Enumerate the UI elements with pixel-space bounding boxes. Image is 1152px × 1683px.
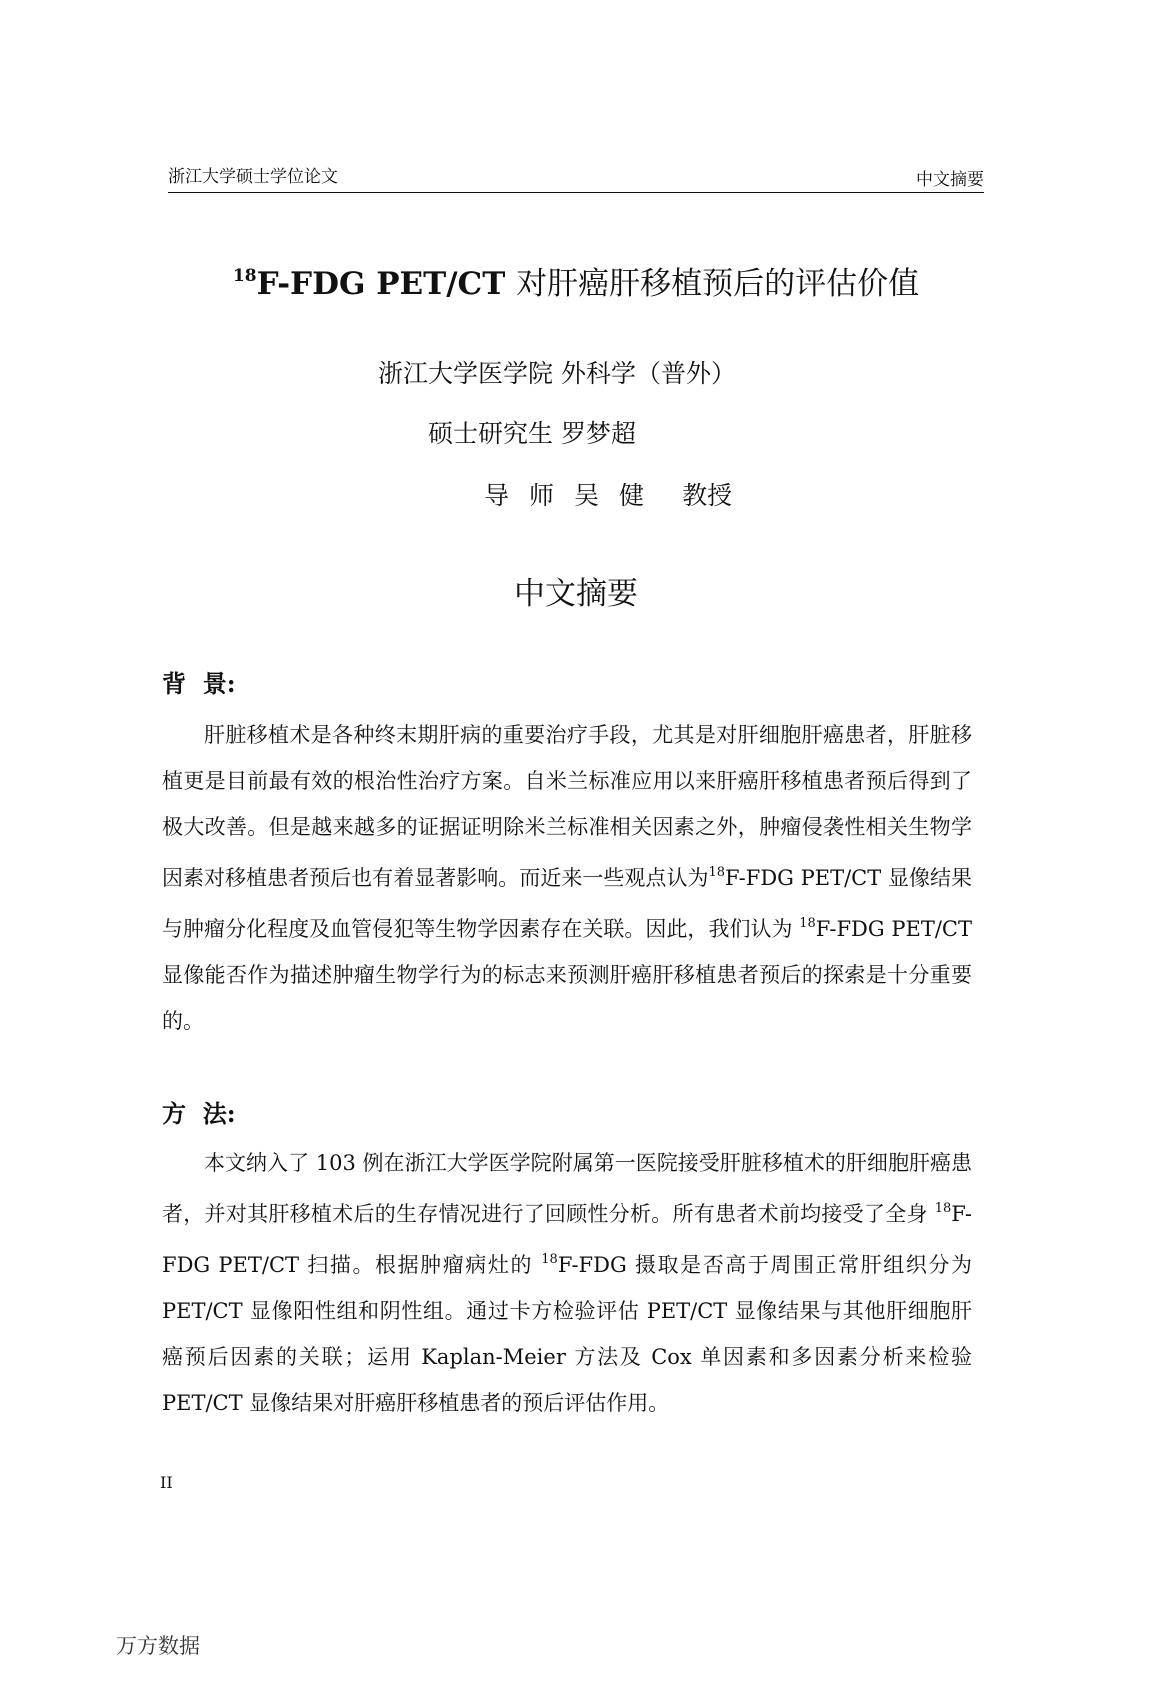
background-sup-1: 18 — [708, 865, 726, 880]
author-line: 硕士研究生 罗梦超 — [428, 419, 636, 448]
header-thesis-label: 浙江大学硕士学位论文 — [168, 167, 338, 187]
methods-text-3: F-FDG 摄取是否高于周围正常肝组织分为 PET/CT 显像阳性组和阴性组。通过卡方检验评估 PET/CT 显像结果与其他肝细胞肝癌预后因素的关联；运用 Kaplan-Meier 方法及 Cox 单因素和多因素分析来检验 PET/CT 显像结果对肝癌肝移植患者的预后评估作用。 — [162, 1253, 972, 1415]
methods-text-1: 本文纳入了 103 例在浙江大学医学院附属第一医院接受肝脏移植术的肝细胞肝癌患者，并对其肝移植术后的生存情况进行了回顾性分析。所有患者术前均接受了全身 — [162, 1151, 972, 1226]
background-paragraph — [162, 712, 972, 1044]
title-superscript: 18 — [232, 266, 257, 286]
advisor-char: 吴 — [574, 481, 600, 510]
advisor-char: 师 — [529, 481, 555, 510]
title-latin: F-FDG PET/CT — [256, 266, 517, 302]
background-text-2: F-FDG PET/CT 显像结果与肿瘤分化程度及血管侵犯等生物学因素存在关联。因此，我们认为 — [162, 866, 972, 941]
title-chinese: 对肝癌肝移植预后的评估价值 — [516, 266, 920, 302]
background-sup-2: 18 — [799, 916, 816, 931]
watermark: 万方数据 — [116, 1634, 200, 1658]
affiliation-line: 浙江大学医学院 外科学（普外） — [378, 359, 736, 388]
running-header — [168, 162, 984, 193]
paper-title — [0, 258, 1152, 303]
background-text-1: 肝脏移植术是各种终末期肝病的重要治疗手段，尤其是对肝细胞肝癌患者，肝脏移植更是目前最有效的根治性治疗方案。自米兰标准应用以来肝癌肝移植患者预后得到了极大改善。但是越来越多的证据证明除米兰标准相关因素之外，肿瘤侵袭性相关生物学因素对移植患者预后也有着显著影响。而近来一些观点认为 — [162, 723, 972, 890]
methods-heading: 方 法: — [162, 1099, 236, 1128]
abstract-title: 中文摘要 — [514, 576, 638, 612]
background-text-3: F-FDG PET/CT 显像能否作为描述肿瘤生物学行为的标志来预测肝癌肝移植患者预后的探索是十分重要的。 — [162, 917, 972, 1033]
page-number: II — [160, 1473, 173, 1492]
methods-sup-2: 18 — [541, 1252, 558, 1267]
background-heading: 背 景: — [162, 669, 236, 698]
header-section-label: 中文摘要 — [916, 170, 984, 190]
methods-text-2: F-FDG PET/CT 扫描。根据肿瘤病灶的 — [162, 1202, 972, 1277]
methods-sup-1: 18 — [934, 1201, 952, 1216]
advisor-rank: 教授 — [682, 481, 733, 510]
methods-paragraph — [162, 1140, 972, 1426]
advisor-char: 导 — [484, 481, 510, 510]
advisor-char: 健 — [619, 481, 645, 510]
advisor-line — [484, 476, 752, 512]
